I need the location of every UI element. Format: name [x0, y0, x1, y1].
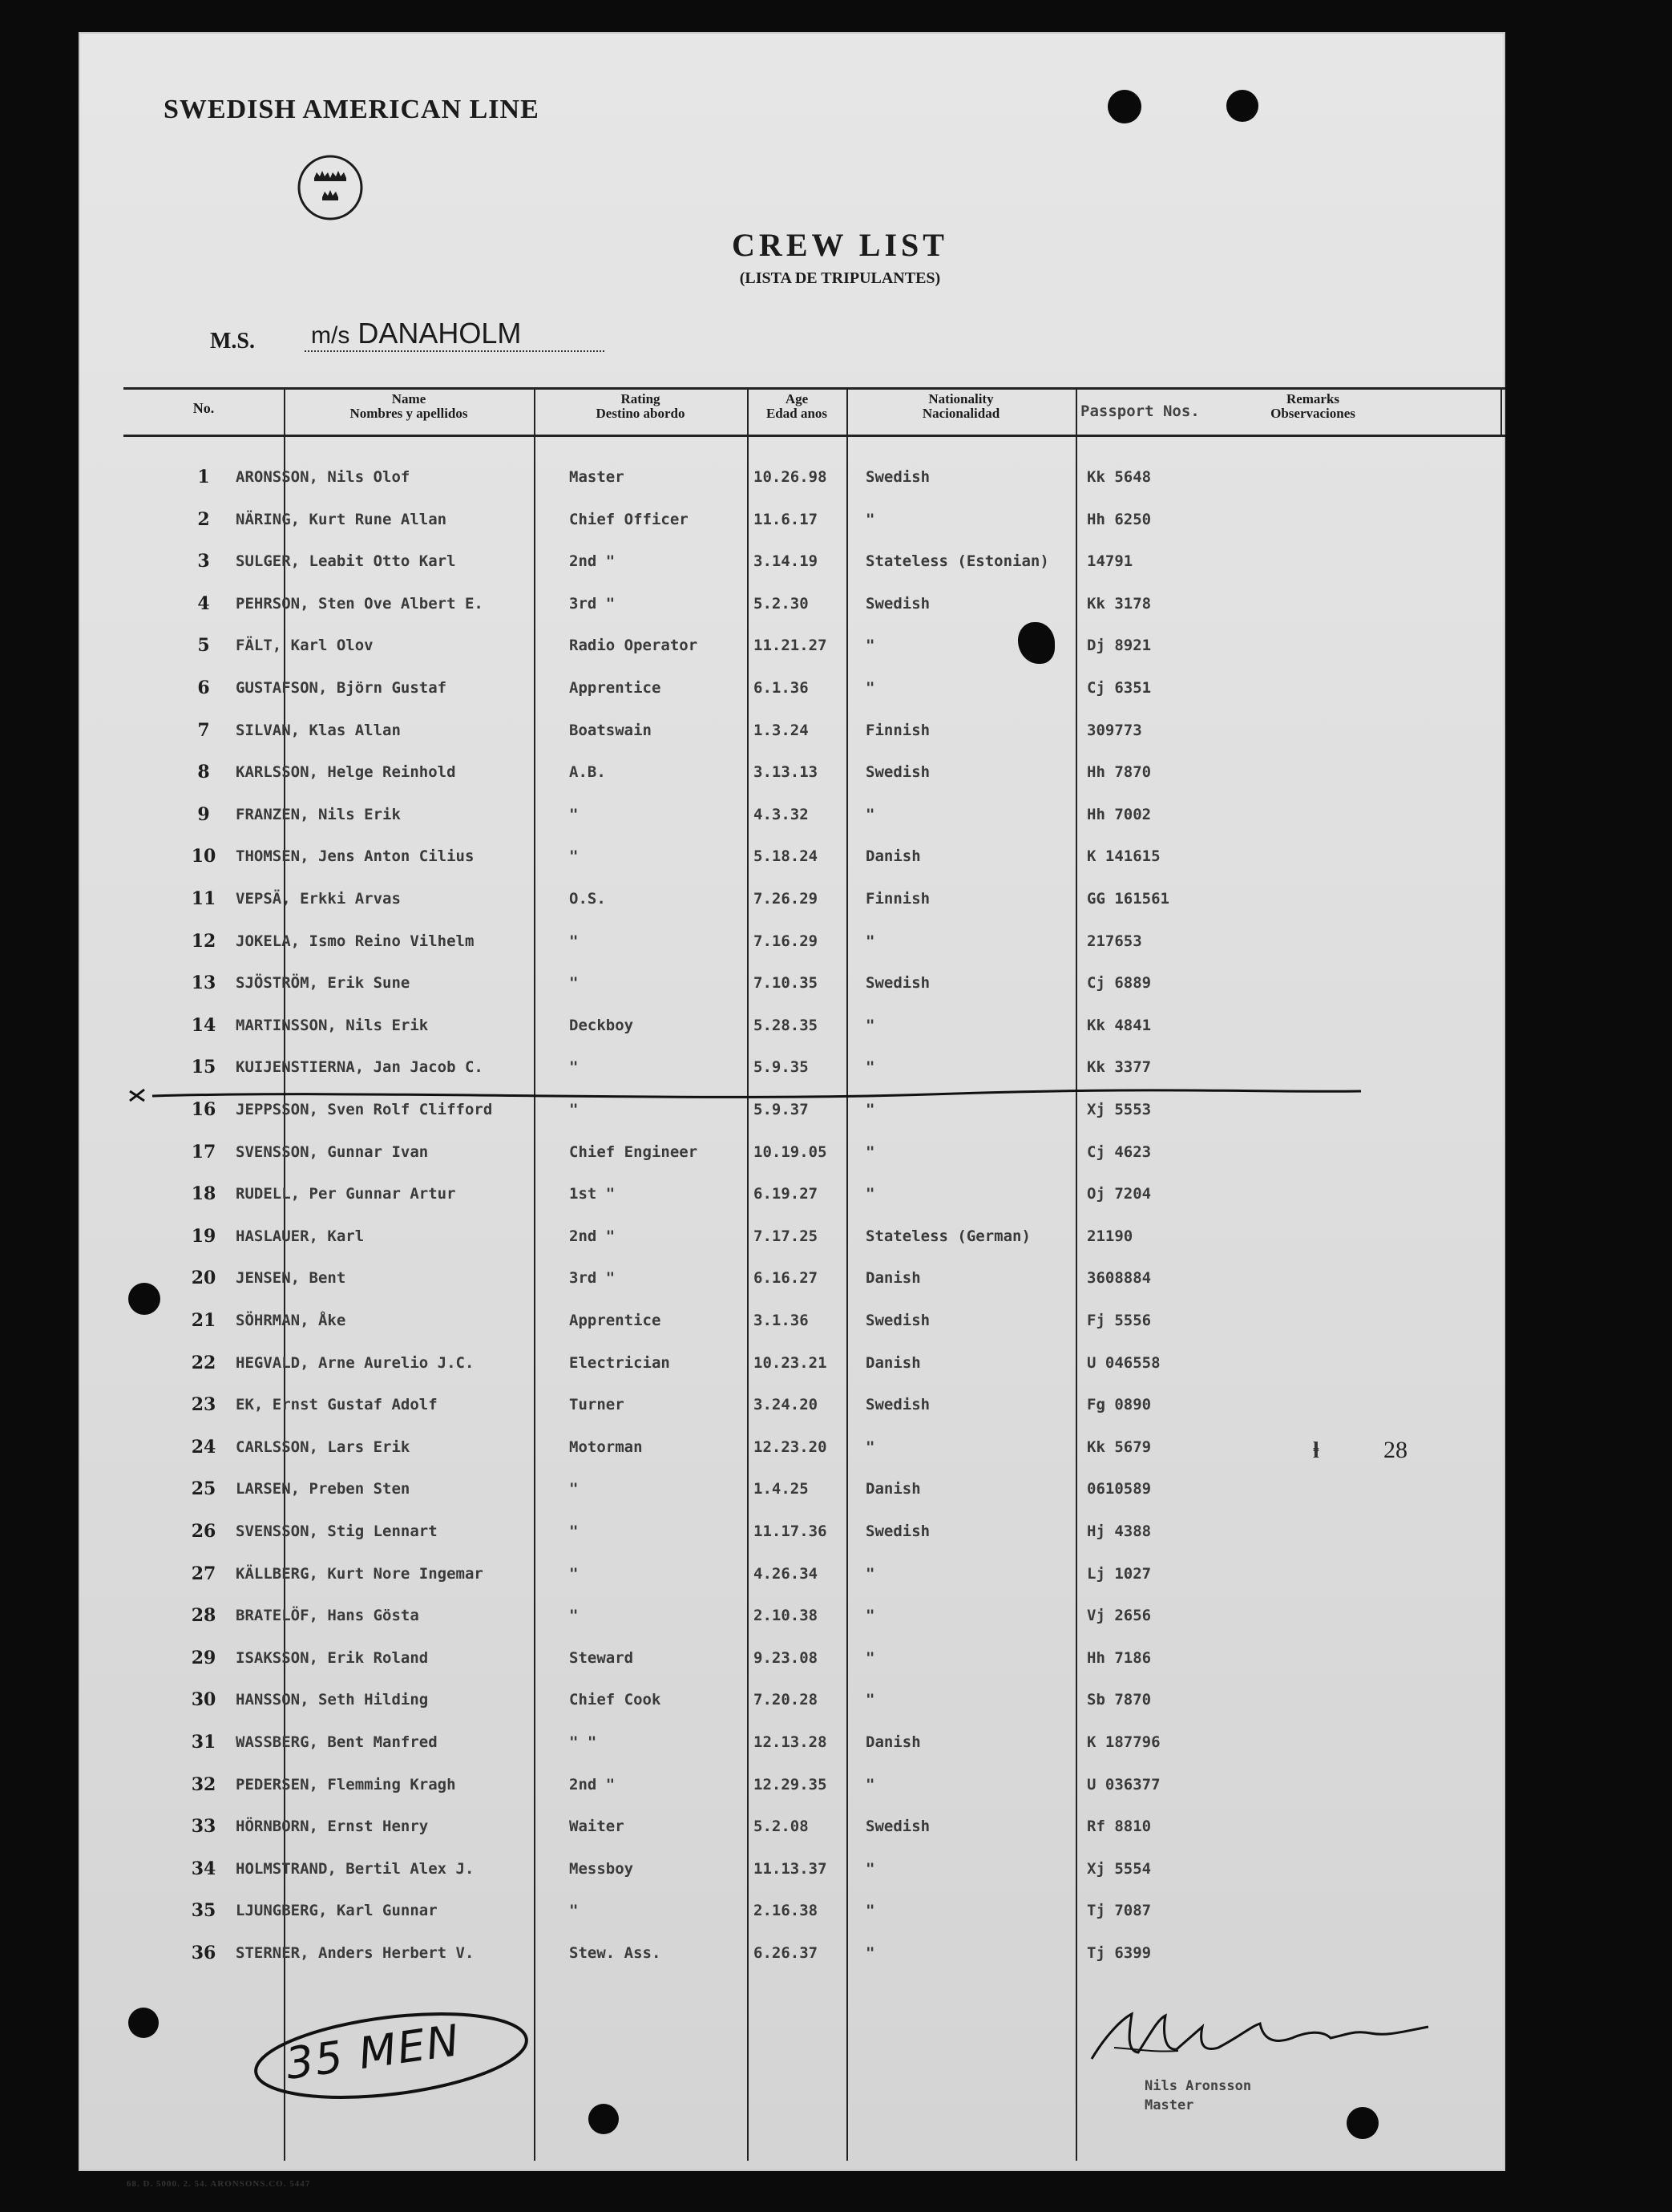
- crew-name: JOKELA, Ismo Reino Vilhelm: [236, 932, 475, 950]
- punch-hole: [1347, 2107, 1379, 2139]
- crew-passport: 14791: [1087, 552, 1133, 571]
- crew-passport: Xj 5554: [1087, 1859, 1152, 1878]
- crew-name: PEDERSEN, Flemming Kragh: [236, 1775, 456, 1793]
- crew-nationality: Swedish: [866, 1523, 931, 1540]
- crew-name: HANSSON, Seth Hilding: [236, 1691, 429, 1709]
- crew-rating: ": [569, 805, 579, 823]
- crew-birthdate: 6.19.27: [753, 1185, 818, 1203]
- crew-passport: U 046558: [1087, 1353, 1161, 1372]
- crew-number: 3: [197, 551, 210, 572]
- crew-number: 32: [191, 1773, 216, 1795]
- crew-name: WASSBERG, Bent Manfred: [236, 1733, 438, 1751]
- crew-passport: Tj 6399: [1087, 1944, 1152, 1962]
- crew-birthdate: 5.2.08: [753, 1818, 809, 1836]
- crew-birthdate: 3.24.20: [753, 1396, 818, 1414]
- crew-birthdate: 6.26.37: [753, 1944, 818, 1962]
- crew-rating: Messboy: [569, 1859, 634, 1878]
- crew-name: FÄLT, Karl Olov: [236, 637, 374, 655]
- table-row: [79, 669, 1505, 711]
- table-row: [79, 1345, 1505, 1386]
- header-remarks-es: Observaciones: [1270, 406, 1355, 421]
- crew-rating: Boatswain: [569, 721, 652, 739]
- crew-birthdate: 4.26.34: [753, 1564, 818, 1583]
- crew-number: 28: [191, 1605, 216, 1627]
- crew-birthdate: 9.23.08: [753, 1648, 818, 1667]
- crew-number: 20: [191, 1268, 216, 1289]
- table-row: [79, 1386, 1505, 1428]
- crew-passport: 217653: [1087, 932, 1142, 950]
- crew-passport: 0610589: [1087, 1480, 1152, 1498]
- crew-nationality: Swedish: [866, 1818, 931, 1836]
- crew-birthdate: 3.1.36: [753, 1312, 809, 1329]
- crew-birthdate: 2.16.38: [753, 1902, 818, 1920]
- crew-passport: Cj 6889: [1087, 974, 1152, 993]
- crew-number: 13: [191, 973, 216, 994]
- crew-birthdate: 10.19.05: [753, 1142, 827, 1161]
- crew-passport: K 187796: [1087, 1733, 1161, 1751]
- crew-name: EK, Ernst Gustaf Adolf: [236, 1396, 438, 1414]
- crew-passport: Kk 5648: [1087, 468, 1152, 486]
- crew-name: NÄRING, Kurt Rune Allan: [236, 510, 447, 528]
- crew-birthdate: 11.21.27: [753, 637, 827, 655]
- crew-number: 7: [197, 719, 210, 741]
- crew-rating: Apprentice: [569, 1312, 661, 1329]
- crew-nationality: ": [866, 805, 875, 823]
- crew-passport: U 036377: [1087, 1775, 1161, 1793]
- crew-rating: Chief Officer: [569, 510, 689, 528]
- table-row: [79, 1766, 1505, 1808]
- signer-block: [1145, 2077, 1251, 2115]
- crew-name: RUDELL, Per Gunnar Artur: [236, 1185, 456, 1203]
- crew-nationality: ": [866, 1775, 875, 1793]
- crew-rating: O.S.: [569, 890, 606, 908]
- crew-passport: Hj 4388: [1087, 1523, 1152, 1540]
- crew-passport: Kk 3377: [1087, 1058, 1152, 1077]
- header-nationality-es: Nacionalidad: [922, 406, 1000, 421]
- crew-rating: ": [569, 1523, 579, 1540]
- crew-nationality: ": [866, 1016, 875, 1034]
- crew-number: 9: [197, 803, 210, 825]
- crew-rating: 1st ": [569, 1185, 616, 1203]
- crew-birthdate: 7.17.25: [753, 1227, 818, 1245]
- crew-name: BRATELÖF, Hans Gösta: [236, 1607, 419, 1625]
- header-age: [747, 392, 846, 421]
- crew-passport: Hh 7186: [1087, 1648, 1152, 1667]
- crew-nationality: ": [866, 679, 875, 697]
- crew-rating: ": [569, 1101, 579, 1118]
- crew-number: 33: [191, 1816, 216, 1838]
- table-header-rule: [123, 435, 1505, 437]
- crew-rating: Electrician: [569, 1353, 670, 1372]
- crew-birthdate: 3.14.19: [753, 552, 818, 571]
- header-rating: [534, 392, 747, 421]
- crew-birthdate: 7.10.35: [753, 974, 818, 993]
- crew-name: HOLMSTRAND, Bertil Alex J.: [236, 1859, 475, 1878]
- crew-nationality: ": [866, 1944, 875, 1962]
- header-no: No.: [192, 400, 215, 416]
- crew-birthdate: 12.29.35: [753, 1775, 827, 1793]
- crew-birthdate: 1.3.24: [753, 721, 809, 739]
- crew-number: 18: [191, 1183, 216, 1205]
- crew-nationality: Stateless (Estonian): [866, 552, 1049, 571]
- crew-birthdate: 5.2.30: [753, 594, 809, 613]
- crew-passport: Kk 4841: [1087, 1016, 1152, 1034]
- crew-number: 27: [191, 1563, 216, 1584]
- crew-passport: Sb 7870: [1087, 1691, 1152, 1709]
- crew-passport: Oj 7204: [1087, 1185, 1152, 1203]
- crew-name: PEHRSON, Sten Ove Albert E.: [236, 594, 483, 613]
- crew-birthdate: 5.18.24: [753, 847, 818, 866]
- crew-number: 36: [191, 1943, 216, 1963]
- signer-name: Nils Aronsson: [1145, 2078, 1252, 2094]
- crew-number: 4: [197, 592, 210, 614]
- crew-passport: GG 161561: [1087, 890, 1169, 908]
- page-side-number: 28: [1383, 1437, 1407, 1463]
- crew-name: VEPSÄ, Erkki Arvas: [236, 890, 401, 908]
- crew-rating: 2nd ": [569, 1227, 616, 1245]
- crew-number: 35: [191, 1900, 216, 1922]
- crew-nationality: ": [866, 1058, 875, 1077]
- table-row: [79, 964, 1505, 1006]
- crew-nationality: Stateless (German): [866, 1227, 1031, 1245]
- print-footer: 68. D. 5000. 2. 54. ARONSONS.CO. 5447: [127, 2179, 311, 2189]
- crew-number: 16: [191, 1099, 216, 1120]
- punch-hole: [1108, 90, 1141, 123]
- table-row: [79, 1513, 1505, 1555]
- crew-nationality: ": [866, 1607, 875, 1625]
- crew-number: 21: [191, 1310, 216, 1331]
- crew-number: 11: [191, 888, 216, 909]
- crew-rating: ": [569, 1607, 579, 1625]
- crew-birthdate: 12.13.28: [753, 1733, 827, 1751]
- table-row: [79, 1555, 1505, 1597]
- table-row: [79, 712, 1505, 754]
- crew-rating: Stew. Ass.: [569, 1944, 661, 1962]
- crew-nationality: ": [866, 1691, 875, 1709]
- crew-nationality: Danish: [866, 1353, 921, 1372]
- crew-passport: Kk 5679: [1087, 1438, 1152, 1456]
- crew-nationality: Danish: [866, 1269, 921, 1288]
- punch-hole: [588, 2104, 619, 2134]
- crew-number: 12: [191, 930, 216, 952]
- header-rating-es: Destino abordo: [596, 406, 685, 421]
- header-remarks-en: Remarks: [1286, 391, 1340, 406]
- crew-rating: Turner: [569, 1396, 624, 1414]
- crew-rating: A.B.: [569, 763, 606, 782]
- table-row: [79, 1302, 1505, 1344]
- crew-rating: 2nd ": [569, 552, 616, 571]
- table-row: [79, 1218, 1505, 1260]
- crew-nationality: Swedish: [866, 1396, 931, 1414]
- crew-birthdate: 10.23.21: [753, 1353, 827, 1372]
- crew-birthdate: 1.4.25: [753, 1480, 809, 1498]
- crew-nationality: ": [866, 1438, 875, 1456]
- crew-passport: Fj 5556: [1087, 1312, 1152, 1329]
- crew-number: 24: [191, 1436, 216, 1458]
- crew-nationality: ": [866, 1564, 875, 1583]
- crew-name: SJÖSTRÖM, Erik Sune: [236, 974, 410, 993]
- header-remarks: [1217, 392, 1409, 421]
- table-row: [79, 1850, 1505, 1892]
- crew-passport: 3608884: [1087, 1269, 1152, 1288]
- crew-number: 1: [197, 467, 210, 487]
- crew-birthdate: 11.6.17: [753, 510, 818, 528]
- crew-rating: Chief Engineer: [569, 1142, 698, 1161]
- crew-nationality: ": [866, 1859, 875, 1878]
- crew-name: FRANZEN, Nils Erik: [236, 805, 401, 823]
- table-row: [79, 754, 1505, 795]
- crew-rating: ": [569, 974, 579, 993]
- crew-number: 31: [191, 1732, 216, 1753]
- crew-rating: Steward: [569, 1648, 634, 1667]
- crew-name: LJUNGBERG, Karl Gunnar: [236, 1902, 438, 1920]
- crew-name: THOMSEN, Jens Anton Cilius: [236, 847, 475, 866]
- header-rating-en: Rating: [620, 391, 660, 406]
- company-name: SWEDISH AMERICAN LINE: [164, 95, 539, 124]
- table-row: [79, 1724, 1505, 1765]
- table-row: [79, 1808, 1505, 1850]
- crew-nationality: Danish: [866, 847, 921, 866]
- punch-hole: [128, 1283, 160, 1315]
- crew-nationality: Swedish: [866, 1312, 931, 1329]
- crew-number: 5: [197, 635, 210, 657]
- crew-birthdate: 5.28.35: [753, 1016, 818, 1034]
- crew-name: MARTINSSON, Nils Erik: [236, 1016, 429, 1034]
- signer-title: Master: [1145, 2097, 1194, 2113]
- master-signature: [1082, 2003, 1435, 2075]
- table-row: [79, 543, 1505, 584]
- crew-rating: Apprentice: [569, 679, 661, 697]
- crew-rating: Radio Operator: [569, 637, 698, 655]
- crew-nationality: ": [866, 510, 875, 528]
- table-top-rule: [123, 387, 1505, 390]
- table-row: [79, 1470, 1505, 1512]
- crew-nationality: Finnish: [866, 721, 931, 739]
- side-mark: ⱡ: [1313, 1438, 1319, 1463]
- table-row: [79, 459, 1505, 500]
- crew-name: JEPPSSON, Sven Rolf Clifford: [236, 1101, 493, 1118]
- table-row: [79, 501, 1505, 543]
- crew-passport: Hh 7002: [1087, 805, 1152, 823]
- crew-nationality: Danish: [866, 1733, 921, 1751]
- header-name-es: Nombres y apellidos: [349, 406, 468, 421]
- crew-passport: Fg 0890: [1087, 1396, 1152, 1414]
- crew-name: HEGVALD, Arne Aurelio J.C.: [236, 1353, 475, 1372]
- crew-nationality: ": [866, 1101, 875, 1118]
- crew-name: SULGER, Leabit Otto Karl: [236, 552, 456, 571]
- header-passport: Passport Nos.: [1080, 402, 1200, 420]
- crew-birthdate: 6.1.36: [753, 679, 809, 697]
- table-row: [79, 1640, 1505, 1681]
- header-name-en: Name: [391, 391, 426, 406]
- crew-birthdate: 7.20.28: [753, 1691, 818, 1709]
- crew-rating: Chief Cook: [569, 1691, 661, 1709]
- crew-birthdate: 5.9.35: [753, 1058, 809, 1077]
- ship-prefix: m/s: [311, 322, 350, 349]
- crew-name: HÖRNBORN, Ernst Henry: [236, 1818, 429, 1836]
- crew-number: 15: [191, 1057, 216, 1078]
- column-divider: [1500, 387, 1502, 435]
- table-row: [79, 923, 1505, 964]
- crew-birthdate: 7.26.29: [753, 890, 818, 908]
- crew-birthdate: 5.9.37: [753, 1101, 809, 1118]
- crew-rating: ": [569, 847, 579, 866]
- header-nationality: [846, 392, 1076, 421]
- crew-rating: Deckboy: [569, 1016, 634, 1034]
- crew-name: KUIJENSTIERNA, Jan Jacob C.: [236, 1058, 483, 1077]
- crew-passport: K 141615: [1087, 847, 1161, 866]
- crew-name: CARLSSON, Lars Erik: [236, 1438, 410, 1456]
- crew-number: 10: [191, 846, 216, 867]
- crew-rating: ": [569, 1480, 579, 1498]
- crew-rating: " ": [569, 1733, 597, 1751]
- table-row: [79, 796, 1505, 838]
- crew-name: ARONSSON, Nils Olof: [236, 468, 410, 486]
- crew-passport: Hh 6250: [1087, 510, 1152, 528]
- punch-hole: [128, 2008, 159, 2038]
- crew-passport: 309773: [1087, 721, 1142, 739]
- table-row: [79, 1597, 1505, 1639]
- crew-name: KARLSSON, Helge Reinhold: [236, 763, 456, 782]
- crew-birthdate: 11.13.37: [753, 1859, 827, 1878]
- crew-number: 30: [191, 1689, 216, 1711]
- crew-nationality: ": [866, 637, 875, 655]
- crew-rating: ": [569, 1564, 579, 1583]
- table-row: [79, 1681, 1505, 1723]
- three-crowns-logo: [297, 154, 364, 221]
- crew-number: 8: [197, 762, 210, 783]
- crew-rating: Master: [569, 468, 624, 486]
- crew-rating: ": [569, 1902, 579, 1920]
- table-row: [79, 838, 1505, 880]
- crew-nationality: ": [866, 1648, 875, 1667]
- table-row: [79, 1429, 1505, 1470]
- crew-passport: 21190: [1087, 1227, 1133, 1245]
- crew-name: KÄLLBERG, Kurt Nore Ingemar: [236, 1564, 483, 1583]
- crew-birthdate: 4.3.32: [753, 805, 809, 823]
- crew-passport: Kk 3178: [1087, 594, 1152, 613]
- crew-number: 19: [191, 1225, 216, 1247]
- crew-nationality: ": [866, 1902, 875, 1920]
- crew-rating: Motorman: [569, 1438, 643, 1456]
- crew-nationality: ": [866, 932, 875, 950]
- table-row: [79, 1134, 1505, 1175]
- crew-name: SVENSSON, Stig Lennart: [236, 1523, 438, 1540]
- crew-rating: Waiter: [569, 1818, 624, 1836]
- ms-label: M.S.: [210, 329, 255, 354]
- crew-passport: Xj 5553: [1087, 1101, 1152, 1118]
- crew-nationality: ": [866, 1142, 875, 1161]
- table-row: [79, 880, 1505, 922]
- crew-number: 6: [197, 677, 210, 698]
- crew-nationality: Danish: [866, 1480, 921, 1498]
- crew-number: 34: [191, 1858, 216, 1879]
- crew-passport: Hh 7870: [1087, 763, 1152, 782]
- crew-passport: Dj 8921: [1087, 637, 1152, 655]
- crew-nationality: ": [866, 1185, 875, 1203]
- crew-passport: Vj 2656: [1087, 1607, 1152, 1625]
- crew-nationality: Swedish: [866, 763, 931, 782]
- table-row: [79, 1892, 1505, 1934]
- table-row: [79, 627, 1505, 669]
- crew-name: SILVAN, Klas Allan: [236, 721, 401, 739]
- crew-name: STERNER, Anders Herbert V.: [236, 1944, 475, 1962]
- crew-passport: Lj 1027: [1087, 1564, 1152, 1583]
- crew-list-document: [79, 32, 1505, 2189]
- crew-birthdate: 10.26.98: [753, 468, 827, 486]
- crew-number: 26: [191, 1521, 216, 1542]
- table-row: [79, 1175, 1505, 1217]
- crew-number: 25: [191, 1478, 216, 1500]
- crew-nationality: Swedish: [866, 974, 931, 993]
- header-age-en: Age: [785, 391, 809, 406]
- table-row: [79, 1935, 1505, 1976]
- header-nationality-en: Nationality: [928, 391, 994, 406]
- crew-nationality: Swedish: [866, 594, 931, 613]
- crew-nationality: Finnish: [866, 890, 931, 908]
- table-row: [79, 1007, 1505, 1049]
- table-row: [79, 585, 1505, 627]
- header-age-es: Edad anos: [765, 406, 828, 421]
- crew-name: JENSEN, Bent: [236, 1269, 346, 1288]
- crew-rating: 3rd ": [569, 594, 616, 613]
- crew-passport: Cj 4623: [1087, 1142, 1152, 1161]
- crew-passport: Cj 6351: [1087, 679, 1152, 697]
- table-row: [79, 1260, 1505, 1301]
- crew-name: GUSTAFSON, Björn Gustaf: [236, 679, 447, 697]
- crew-name: SVENSSON, Gunnar Ivan: [236, 1142, 429, 1161]
- strikethrough-mark: [128, 1085, 1363, 1104]
- punch-hole: [1226, 90, 1258, 122]
- crew-number: 17: [191, 1141, 216, 1163]
- crew-number: 14: [191, 1014, 216, 1036]
- circled-total: 35 MEN: [282, 2015, 464, 2089]
- crew-birthdate: 2.10.38: [753, 1607, 818, 1625]
- crew-passport: Rf 8810: [1087, 1818, 1152, 1836]
- crew-name: SÖHRMAN, Åke: [236, 1312, 346, 1329]
- crew-number: 2: [197, 508, 210, 530]
- crew-number: 29: [191, 1647, 216, 1668]
- crew-passport: Tj 7087: [1087, 1902, 1152, 1920]
- crew-nationality: Swedish: [866, 468, 931, 486]
- crew-name: ISAKSSON, Erik Roland: [236, 1648, 429, 1667]
- crew-birthdate: 3.13.13: [753, 763, 818, 782]
- crew-rating: 3rd ": [569, 1269, 616, 1288]
- document-subtitle: (LISTA DE TRIPULANTES): [739, 269, 941, 287]
- document-title: CREW LIST: [732, 227, 948, 263]
- crew-name: LARSEN, Preben Sten: [236, 1480, 410, 1498]
- crew-rating: ": [569, 932, 579, 950]
- crew-birthdate: 11.17.36: [753, 1523, 827, 1540]
- ship-name: DANAHOLM: [357, 317, 522, 350]
- crew-birthdate: 12.23.20: [753, 1438, 827, 1456]
- crew-birthdate: 6.16.27: [753, 1269, 818, 1288]
- crew-number: 23: [191, 1394, 216, 1416]
- crew-name: HASLAUER, Karl: [236, 1227, 365, 1245]
- crew-rating: ": [569, 1058, 579, 1077]
- crew-rating: 2nd ": [569, 1775, 616, 1793]
- ship-name-field: [305, 317, 604, 352]
- crew-birthdate: 7.16.29: [753, 932, 818, 950]
- header-name: [284, 392, 534, 421]
- crew-number: 22: [191, 1352, 216, 1373]
